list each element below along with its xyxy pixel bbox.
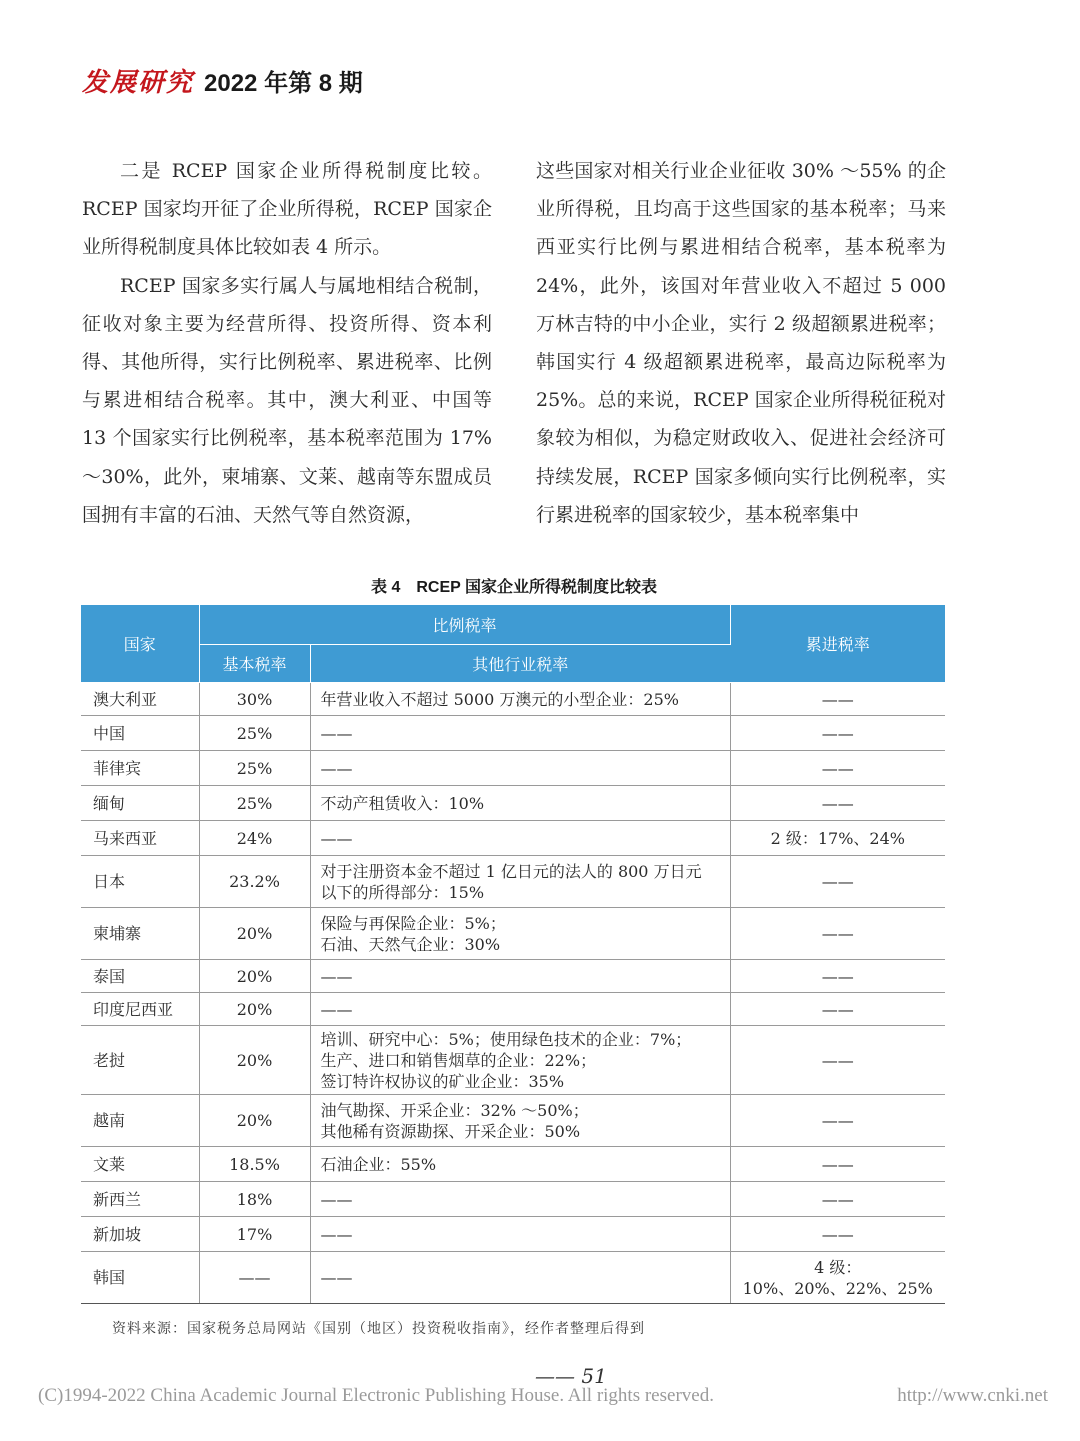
other-rate-line: 石油、天然气企业：30%: [320, 934, 501, 954]
progressive-rate-cell: [730, 960, 945, 993]
other-rate-line: 以下的所得部分：15%: [320, 882, 485, 902]
table-row: [81, 683, 945, 716]
page-header: [82, 62, 363, 99]
table-row: [81, 821, 945, 856]
progressive-rate-cell: [730, 821, 945, 856]
journal-name: 发展研究: [82, 68, 195, 98]
progressive-rate-line: ——: [821, 966, 854, 986]
progressive-rate-line: 2 级：17%、24%: [770, 828, 905, 848]
progressive-rate-line: ——: [821, 1050, 854, 1070]
table-source: 资料来源：国家税务总局网站《国别（地区）投资税收指南》，经作者整理后得到: [112, 1321, 645, 1337]
paragraph: RCEP 国家多实行属人与属地相结合税制，征收对象主要为经营所得、投资所得、资本利得、其他所得，实行比例税率、累进税率、比例与累进相结合税率。其中，澳大利亚、中国等 13 个国家实行比例税率，基本税率范围为 17% ～30%，此外，柬埔寨、文莱、越南等东盟成员国拥有丰富的石油、天然气等自然资源，: [82, 274, 492, 526]
progressive-rate-cell: [730, 1026, 945, 1095]
other-rate-line: ——: [320, 723, 353, 743]
basic-rate-cell: 17%: [199, 1217, 310, 1252]
header-other: 其他行业税率: [310, 645, 730, 683]
other-rate-line: ——: [320, 758, 353, 778]
progressive-rate-line: ——: [821, 1111, 854, 1130]
other-rate-line: ——: [320, 999, 353, 1019]
progressive-rate-cell: [730, 993, 945, 1026]
table-row: [81, 908, 945, 960]
progressive-rate-line: 10%、20%、22%、25%: [742, 1278, 933, 1298]
right-column: [536, 152, 946, 534]
progressive-rate-cell: [730, 908, 945, 960]
other-rate-line: 其他稀有资源勘探、开采企业：50%: [320, 1121, 581, 1141]
other-rate-cell: [310, 751, 730, 786]
country-cell: 马来西亚: [81, 821, 199, 856]
other-rate-line: 签订特许权协议的矿业企业：35%: [320, 1071, 565, 1091]
table-row: [81, 1095, 945, 1147]
progressive-rate-line: ——: [821, 924, 854, 943]
progressive-rate-line: ——: [821, 758, 854, 778]
country-cell: 泰国: [81, 960, 199, 993]
country-cell: 新加坡: [81, 1217, 199, 1252]
progressive-rate-cell: [730, 1095, 945, 1147]
country-cell: 印度尼西亚: [81, 993, 199, 1026]
basic-rate-cell: ——: [199, 1252, 310, 1304]
other-rate-cell: [310, 1095, 730, 1147]
other-rate-cell: [310, 786, 730, 821]
progressive-rate-line: ——: [821, 999, 854, 1019]
country-cell: 新西兰: [81, 1182, 199, 1217]
other-rate-line: 对于注册资本金不超过 1 亿日元的法人的 800 万日元: [320, 861, 702, 881]
progressive-rate-cell: [730, 1252, 945, 1304]
basic-rate-cell: 20%: [199, 960, 310, 993]
country-cell: 文莱: [81, 1147, 199, 1182]
header-proportional: 比例税率: [199, 605, 730, 645]
other-rate-line: 石油企业：55%: [320, 1154, 437, 1174]
progressive-rate-line: 4 级：: [814, 1257, 862, 1277]
basic-rate-cell: 24%: [199, 821, 310, 856]
other-rate-cell: [310, 856, 730, 908]
progressive-rate-cell: [730, 1147, 945, 1182]
basic-rate-cell: 20%: [199, 1095, 310, 1147]
progressive-rate-line: ——: [821, 1224, 854, 1244]
progressive-rate-line: ——: [821, 1189, 854, 1209]
basic-rate-cell: 18.5%: [199, 1147, 310, 1182]
other-rate-line: ——: [320, 828, 353, 848]
other-rate-cell: [310, 821, 730, 856]
basic-rate-cell: 18%: [199, 1182, 310, 1217]
table-row: [81, 960, 945, 993]
progressive-rate-line: ——: [821, 1154, 854, 1174]
other-rate-cell: [310, 1217, 730, 1252]
other-rate-line: 培训、研究中心：5%；使用绿色技术的企业：7%；: [320, 1029, 692, 1049]
other-rate-cell: [310, 716, 730, 751]
table-row: [81, 1252, 945, 1304]
table-body: [81, 683, 945, 1304]
progressive-rate-line: ——: [821, 793, 854, 813]
other-rate-line: 不动产租赁收入：10%: [320, 793, 485, 813]
basic-rate-cell: 20%: [199, 908, 310, 960]
other-rate-cell: [310, 683, 730, 716]
basic-rate-cell: 20%: [199, 1026, 310, 1095]
table-row: [81, 1147, 945, 1182]
progressive-rate-cell: [730, 751, 945, 786]
other-rate-cell: [310, 993, 730, 1026]
other-rate-cell: [310, 1182, 730, 1217]
issue-label: 2022 年第 8 期: [204, 70, 363, 97]
country-cell: 越南: [81, 1095, 199, 1147]
other-rate-cell: [310, 960, 730, 993]
table-row: [81, 751, 945, 786]
other-rate-cell: [310, 1252, 730, 1304]
table-row: [81, 1182, 945, 1217]
paragraph: 二是 RCEP 国家企业所得税制度比较。RCEP 国家均开征了企业所得税，RCEP 国家企业所得税制度具体比较如表 4 所示。: [82, 160, 492, 259]
table-row: [81, 1026, 945, 1095]
progressive-rate-cell: [730, 856, 945, 908]
header-basic: 基本税率: [199, 645, 310, 683]
table-row: [81, 856, 945, 908]
copyright-footer: [38, 1385, 1048, 1407]
progressive-rate-line: ——: [821, 723, 854, 743]
country-cell: 菲律宾: [81, 751, 199, 786]
other-rate-line: ——: [320, 1224, 353, 1244]
basic-rate-cell: 25%: [199, 716, 310, 751]
other-rate-line: 生产、进口和销售烟草的企业：22%；: [320, 1050, 597, 1070]
other-rate-cell: [310, 1147, 730, 1182]
other-rate-line: ——: [320, 966, 353, 986]
basic-rate-cell: 20%: [199, 993, 310, 1026]
progressive-rate-cell: [730, 716, 945, 751]
other-rate-line: ——: [320, 1268, 353, 1287]
table-row: [81, 993, 945, 1026]
copyright-text: (C)1994-2022 China Academic Journal Electronic Publishing House. All rights reserved.: [38, 1385, 714, 1406]
other-rate-line: 年营业收入不超过 5000 万澳元的小型企业：25%: [320, 689, 679, 709]
country-cell: 韩国: [81, 1252, 199, 1304]
page-number: —— 51: [535, 1364, 607, 1388]
other-rate-cell: [310, 908, 730, 960]
table-row: [81, 786, 945, 821]
header-progressive: 累进税率: [730, 605, 945, 683]
country-cell: 澳大利亚: [81, 683, 199, 716]
header-country: 国家: [81, 605, 199, 683]
progressive-rate-cell: [730, 786, 945, 821]
other-rate-line: ——: [320, 1189, 353, 1209]
country-cell: 中国: [81, 716, 199, 751]
country-cell: 日本: [81, 856, 199, 908]
tax-comparison-table: [81, 605, 945, 1304]
basic-rate-cell: 30%: [199, 683, 310, 716]
cnki-url: http://www.cnki.net: [897, 1385, 1048, 1406]
basic-rate-cell: 23.2%: [199, 856, 310, 908]
other-rate-cell: [310, 1026, 730, 1095]
progressive-rate-cell: [730, 1217, 945, 1252]
table-title: 表 4 RCEP 国家企业所得税制度比较表: [371, 579, 657, 596]
basic-rate-cell: 25%: [199, 786, 310, 821]
progressive-rate-cell: [730, 683, 945, 716]
basic-rate-cell: 25%: [199, 751, 310, 786]
left-column: [82, 152, 492, 534]
country-cell: 缅甸: [81, 786, 199, 821]
progressive-rate-cell: [730, 1182, 945, 1217]
progressive-rate-line: ——: [821, 872, 854, 891]
other-rate-line: 保险与再保险企业：5%；: [320, 913, 506, 933]
table-row: [81, 716, 945, 751]
body-columns: [82, 152, 946, 534]
country-cell: 柬埔寨: [81, 908, 199, 960]
table-row: [81, 1217, 945, 1252]
other-rate-line: 油气勘探、开采企业：32% ～50%；: [320, 1100, 589, 1120]
progressive-rate-line: ——: [821, 689, 854, 709]
country-cell: 老挝: [81, 1026, 199, 1095]
paragraph: 这些国家对相关行业企业征收 30% ～55% 的企业所得税，且均高于这些国家的基本税率；马来西亚实行比例与累进相结合税率，基本税率为 24%，此外，该国对年营业收入不超过 5 000 万林吉特的中小企业，实行 2 级超额累进税率；韩国实行 4 级超额累进税率，最高边际税率为 25%。总的来说，RCEP 国家企业所得税征税对象较为相似，为稳定财政收入、促进社会经济可持续发展，RCEP 国家多倾向实行比例税率，实行累进税率的国家较少，基本税率集中: [536, 160, 946, 526]
